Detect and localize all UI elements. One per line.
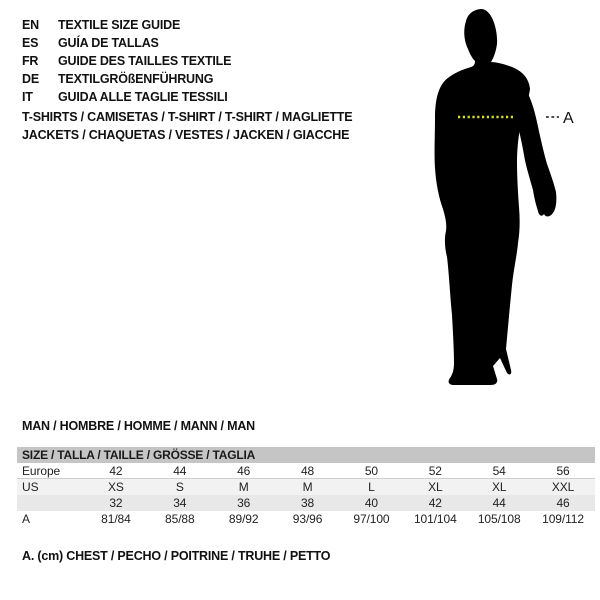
table-cell: 44 [173,464,187,478]
category-line-tshirts: T-SHIRTS / CAMISETAS / T-SHIRT / T-SHIRT / MAGLIETTE [22,110,353,124]
table-row-label: Europe [22,464,61,478]
table-row-label: US [22,480,39,494]
table-cell: 81/84 [101,512,131,526]
table-cell: XS [108,480,124,494]
language-title: TEXTILGRÖßENFÜHRUNG [58,72,214,86]
language-code: FR [22,54,39,68]
table-row-europe [17,463,595,479]
measure-label-a: A [563,110,574,127]
language-code: IT [22,90,33,104]
table-row-us [17,479,595,495]
language-list [22,16,231,106]
table-row-numeric [17,495,595,511]
section-title-man: MAN / HOMBRE / HOMME / MANN / MAN [22,419,255,433]
table-cell: 109/112 [542,512,584,526]
table-cell: XL [491,480,507,494]
table-cell: S [175,480,184,494]
table-cell: 44 [492,496,506,510]
silhouette-body [435,9,530,385]
table-cell: 93/96 [292,512,323,526]
language-row [22,70,231,88]
language-title: TEXTILE SIZE GUIDE [58,18,181,32]
table-cell: 48 [300,464,315,478]
language-title: GUIDE DES TAILLES TEXTILE [58,54,232,68]
table-cell: L [368,480,375,494]
language-row [22,52,231,70]
language-code: EN [22,18,39,32]
table-cell: XL [428,480,443,494]
measurement-footnote: A. (cm) CHEST / PECHO / POITRINE / TRUHE / PETTO [22,549,331,563]
table-cell: M [238,480,249,494]
table-cell: 89/92 [228,512,259,526]
table-cell: 105/108 [477,512,521,526]
language-title: GUIDA ALLE TAGLIE TESSILI [58,90,228,104]
language-title: GUÍA DE TALLAS [58,36,159,50]
table-cell: M [302,480,313,494]
table-cell: 50 [364,464,379,478]
category-line-jackets: JACKETS / CHAQUETAS / VESTES / JACKEN / GIACCHE [22,127,350,142]
table-cell: 56 [556,464,570,478]
language-row [22,16,231,34]
language-code: ES [22,36,39,50]
table-cell: 32 [109,496,123,510]
table-cell: 46 [237,464,251,478]
table-cell: 52 [428,464,442,478]
language-code: DE [22,72,39,86]
table-cell: 101/104 [413,512,457,526]
table-cell: 97/100 [353,512,390,526]
table-row-label: A [22,512,30,526]
table-cell: 42 [428,496,442,510]
table-cell: 40 [364,496,379,510]
table-cell: 34 [173,496,187,510]
language-row [22,88,231,106]
table-header: SIZE / TALLA / TAILLE / GRÖSSE / TAGLIA [17,447,595,463]
language-row [22,34,231,52]
table-cell: 85/88 [165,512,195,526]
table-cell: 42 [109,464,123,478]
table-cell: 36 [237,496,251,510]
size-table [17,447,595,527]
table-cell: 38 [300,496,315,510]
table-cell: 54 [492,464,506,478]
male-silhouette-figure [430,8,600,390]
table-row-chest [17,511,595,527]
category-list [22,109,352,144]
table-cell: 46 [556,496,570,510]
table-cell: XXL [551,480,575,494]
